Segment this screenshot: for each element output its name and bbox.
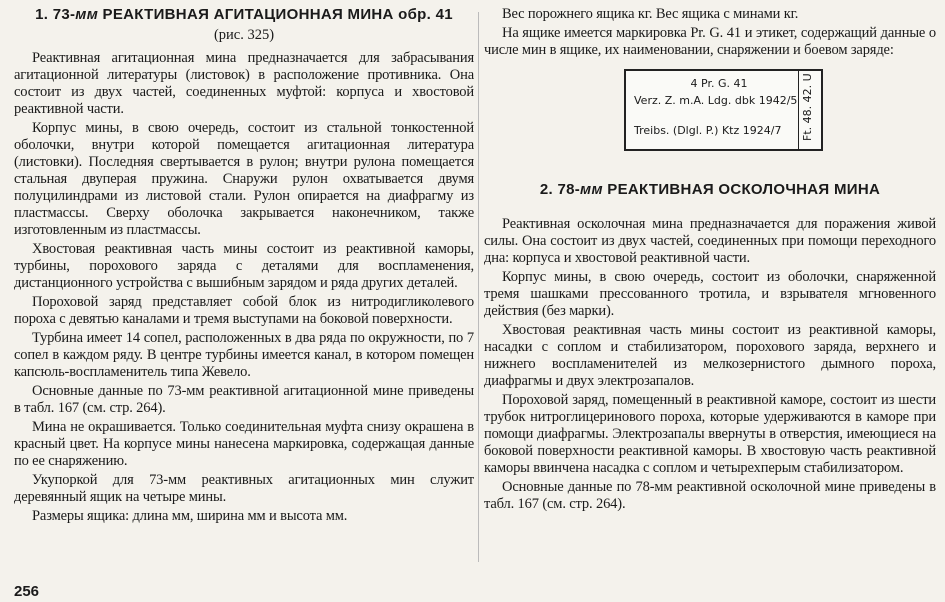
- section-2-number: 2. 78-: [539, 181, 581, 198]
- section-1-heading: [14, 6, 474, 23]
- right-paragraph-2: Корпус мины, в свою очередь, состоит из оболочки, снаряженной тремя шашками прессованного тротила, и взрывателя мгновенного действия (без марки).: [484, 269, 936, 319]
- column-divider: [478, 12, 479, 562]
- left-paragraph-5: Турбина имеет 14 сопел, расположенных в два ряда по окружности, по 7 сопел в каждом ряду. В центре турбины имеется канал, в котором помещен капсюль-воспламенитель типа Жевело.: [14, 330, 474, 380]
- box-marking-separator: [798, 71, 799, 149]
- left-paragraph-4: Пороховой заряд представляет собой блок из нитродигликолевого пороха с девятью каналами и тремя выступами на боковой поверхности.: [14, 294, 474, 327]
- box-marking-line-1: 4 Pr. G. 41: [690, 77, 748, 90]
- right-top-paragraph-1: Вес порожнего ящика кг. Вес ящика с минами кг.: [502, 6, 799, 22]
- right-top-paragraph-2: На ящике имеется маркировка Pr. G. 41 и этикет, содержащий данные о числе мин в ящике, их наименовании, снаряжении и боевом заряде:: [484, 25, 936, 58]
- left-paragraph-6: Основные данные по 73-мм реактивной агитационной мине приведены в табл. 167 (см. стр. 264).: [14, 383, 474, 416]
- box-marking-side-text: Ft. 48. 42. U: [801, 73, 814, 141]
- section-1-figure-ref: (рис. 325): [213, 27, 275, 43]
- box-marking-lines: [634, 75, 798, 139]
- section-2-heading: [484, 181, 936, 198]
- box-marking-label: [624, 69, 823, 151]
- box-marking-line-3: Treibs. (Dlgl. P.) Ktz 1924/7: [634, 124, 782, 137]
- left-paragraph-8: Укупоркой для 73-мм реактивных агитационных мин служит деревянный ящик на четыре мины.: [14, 472, 474, 505]
- right-paragraph-1: Реактивная осколочная мина предназначается для поражения живой силы. Она состоит из двух частей, соединенных при помощи переходного дна: корпуса и хвостовой реактивной части.: [484, 216, 936, 266]
- left-paragraph-2: Корпус мины, в свою очередь, состоит из стальной тонкостенной оболочки, внутри которой помещается агитационная литература (листовки). Последняя свертывается в рулон; внутри рулона помещается стальная двуперая пружина. Снаружи рулон охватывается двумя полуцилиндрами из листовой стали. Рулон опирается на диафрагму из пластмассы. Сверху оболочка закрывается наконечником, также изготовленным из пластмассы.: [14, 120, 474, 238]
- left-column: [14, 0, 474, 602]
- right-paragraph-5: Основные данные по 78-мм реактивной осколочной мине приведены в табл. 167 (см. стр. 264).: [484, 479, 936, 512]
- page-number: 256: [14, 583, 40, 600]
- box-marking-line-2: Verz. Z. m.A. Ldg. dbk 1942/5: [634, 94, 798, 107]
- left-paragraph-3: Хвостовая реактивная часть мины состоит из реактивной каморы, турбины, порохового заряда с деталями для воспламенения, дистанционного устройства с вышибным зарядом и ряда других деталей.: [14, 241, 474, 291]
- section-1-unit: мм: [75, 6, 99, 23]
- right-paragraph-4: Пороховой заряд, помещенный в реактивной каморе, состоит из шести трубок нитроглицеринового пороха, которые удерживаются в каморе при помощи диафрагмы. Электрозапалы ввернуты в отверстия, имеющиеся на боковой поверхности реактивной каморы. В хвостовую часть реактивной каморы ввинчена насадка с соплом и четырехперым стабилизатором.: [484, 392, 936, 476]
- section-2-unit: мм: [580, 181, 603, 198]
- left-paragraph-1: Реактивная агитационная мина предназначается для забрасывания агитационной литературы (листовок) в расположение противника. Она состоит из двух частей, соединенных муфтой: корпуса и хвостовой реактивной части.: [14, 50, 474, 117]
- left-paragraph-9: Размеры ящика: длина мм, ширина мм и высота мм.: [32, 508, 348, 524]
- left-paragraph-7: Мина не окрашивается. Только соединительная муфта снизу окрашена в красный цвет. На корпусе мины нанесена маркировка, содержащая данные по ее снаряжению.: [14, 419, 474, 469]
- right-column: [484, 0, 936, 602]
- section-1-number: 1. 73-: [35, 6, 76, 23]
- section-1-title: РЕАКТИВНАЯ АГИТАЦИОННАЯ МИНА обр. 41: [98, 6, 453, 23]
- section-2-title: РЕАКТИВНАЯ ОСКОЛОЧНАЯ МИНА: [602, 181, 881, 198]
- right-paragraph-3: Хвостовая реактивная часть мины состоит из реактивной каморы, насадки с соплом и стабилизатором, порохового заряда, верхнего и нижнего воспламенителей из мелкозернистого дымного пороха, диафрагмы и двух электрозапалов.: [484, 322, 936, 389]
